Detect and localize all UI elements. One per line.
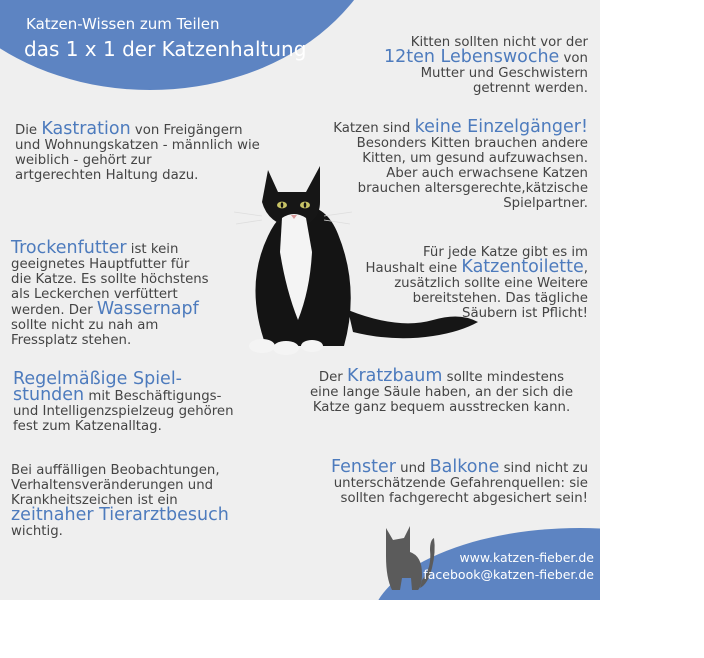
kratzbaum-block (284, 366, 599, 415)
fenster-line1-rest: sind nicht zu (499, 461, 588, 476)
fenster-highlight: Fenster (331, 457, 396, 477)
website-link[interactable]: www.katzen-fieber.de (459, 550, 594, 565)
kratz-line1-rest: sollte mindestens (442, 370, 565, 385)
cat-photo-icon (228, 160, 488, 360)
einzel-line5: brauchen altersgerechte,kätzische (357, 181, 588, 196)
tierarzt-line3: Krankheitszeichen ist ein (11, 493, 178, 508)
spiel-line3: und Intelligenzspielzeug gehören (13, 404, 234, 419)
trocken-line4: als Leckerchen verfüttert (11, 287, 178, 302)
trocken-line7: Fressplatz stehen. (11, 333, 132, 348)
tierarzt-line1: Bei auffälligen Beobachtungen, (11, 463, 220, 478)
kastration-line3: weiblich - gehört zur (15, 153, 152, 168)
toilette-line2-pre: Haushalt eine (365, 261, 462, 276)
spiel-highlight-1: Regelmäßige Spiel- (13, 369, 182, 389)
wassernapf-highlight: Wassernapf (96, 299, 199, 319)
kastration-highlight: Kastration (41, 119, 131, 139)
fenster-block (331, 457, 588, 506)
kastration-line2: und Wohnungskatzen - männlich wie (15, 138, 260, 153)
kastration-pre: Die (15, 123, 42, 138)
kitten-line3: Mutter und Geschwistern (420, 66, 588, 81)
fenster-line3: sollten fachgerecht abgesichert sein! (340, 491, 588, 506)
einzel-pre: Katzen sind (333, 121, 415, 136)
toilette-line1: Für jede Katze gibt es im (423, 245, 588, 260)
kratzbaum-highlight: Kratzbaum (347, 366, 443, 386)
einzel-line6: Spielpartner. (503, 196, 588, 211)
fenster-mid: und (395, 461, 430, 476)
kratz-line2: eine lange Säule haben, an der sich die (309, 385, 574, 400)
einzel-line4: Aber auch erwachsene Katzen (386, 166, 588, 181)
trocken-line3: die Katze. Es sollte höchstens (11, 272, 209, 287)
footer-contact (423, 549, 594, 583)
toilette-line4: bereitstehen. Das tägliche (412, 291, 588, 306)
kitten-line1: Kitten sollten nicht vor der (410, 35, 588, 50)
tierarzt-block (11, 463, 229, 539)
einzel-line2: Besonders Kitten brauchen andere (356, 136, 588, 151)
trocken-line6: sollte nicht zu nah am (11, 318, 159, 333)
trockenfutter-block (11, 238, 209, 348)
trocken-line2: geeignetes Hauptfutter für (11, 257, 190, 272)
kratz-line3: Katze ganz bequem ausstrecken kann. (312, 400, 571, 415)
trocken-highlight: Trockenfutter (11, 238, 127, 258)
kitten-block (384, 35, 588, 96)
balkone-highlight: Balkone (429, 457, 500, 477)
kastration-line1-rest: von Freigängern (130, 123, 243, 138)
facebook-link[interactable]: facebook@katzen-fieber.de (423, 567, 594, 582)
toilette-line2-rest: , (583, 261, 588, 276)
trocken-line1-rest: ist kein (126, 242, 179, 257)
header-title: das 1 x 1 der Katzenhaltung (24, 37, 307, 61)
fenster-line2: unterschätzende Gefahrenquellen: sie (333, 476, 588, 491)
kastration-block (15, 119, 260, 183)
spielstunden-block (13, 369, 234, 434)
kitten-line4: getrennt werden. (472, 81, 588, 96)
kratz-pre: Der (318, 370, 348, 385)
kastration-line4: artgerechten Haltung dazu. (15, 168, 199, 183)
tierarzt-line2: Verhaltensveränderungen und (11, 478, 214, 493)
toilette-line3: zusätzlich sollte eine Weitere (394, 276, 588, 291)
kitten-line2-rest: von (559, 51, 588, 66)
spiel-highlight-2: stunden (13, 385, 85, 405)
spiel-line2-rest: mit Beschäftigungs- (84, 389, 222, 404)
einzel-line3: Kitten, um gesund aufzuwachsen. (362, 151, 588, 166)
tierarzt-line5: wichtig. (11, 524, 63, 539)
header-subtitle: Katzen-Wissen zum Teilen (26, 15, 220, 33)
trocken-line5-pre: werden. Der (11, 303, 97, 318)
tierarzt-highlight: zeitnaher Tierarztbesuch (11, 505, 229, 525)
kitten-highlight: 12ten Lebenswoche (383, 47, 560, 67)
spiel-line4: fest zum Katzenalltag. (13, 419, 162, 434)
toilette-highlight: Katzentoilette (461, 257, 584, 277)
toilette-line5: Säubern ist Pflicht! (462, 306, 588, 321)
einzel-highlight: keine Einzelgänger! (414, 117, 588, 137)
